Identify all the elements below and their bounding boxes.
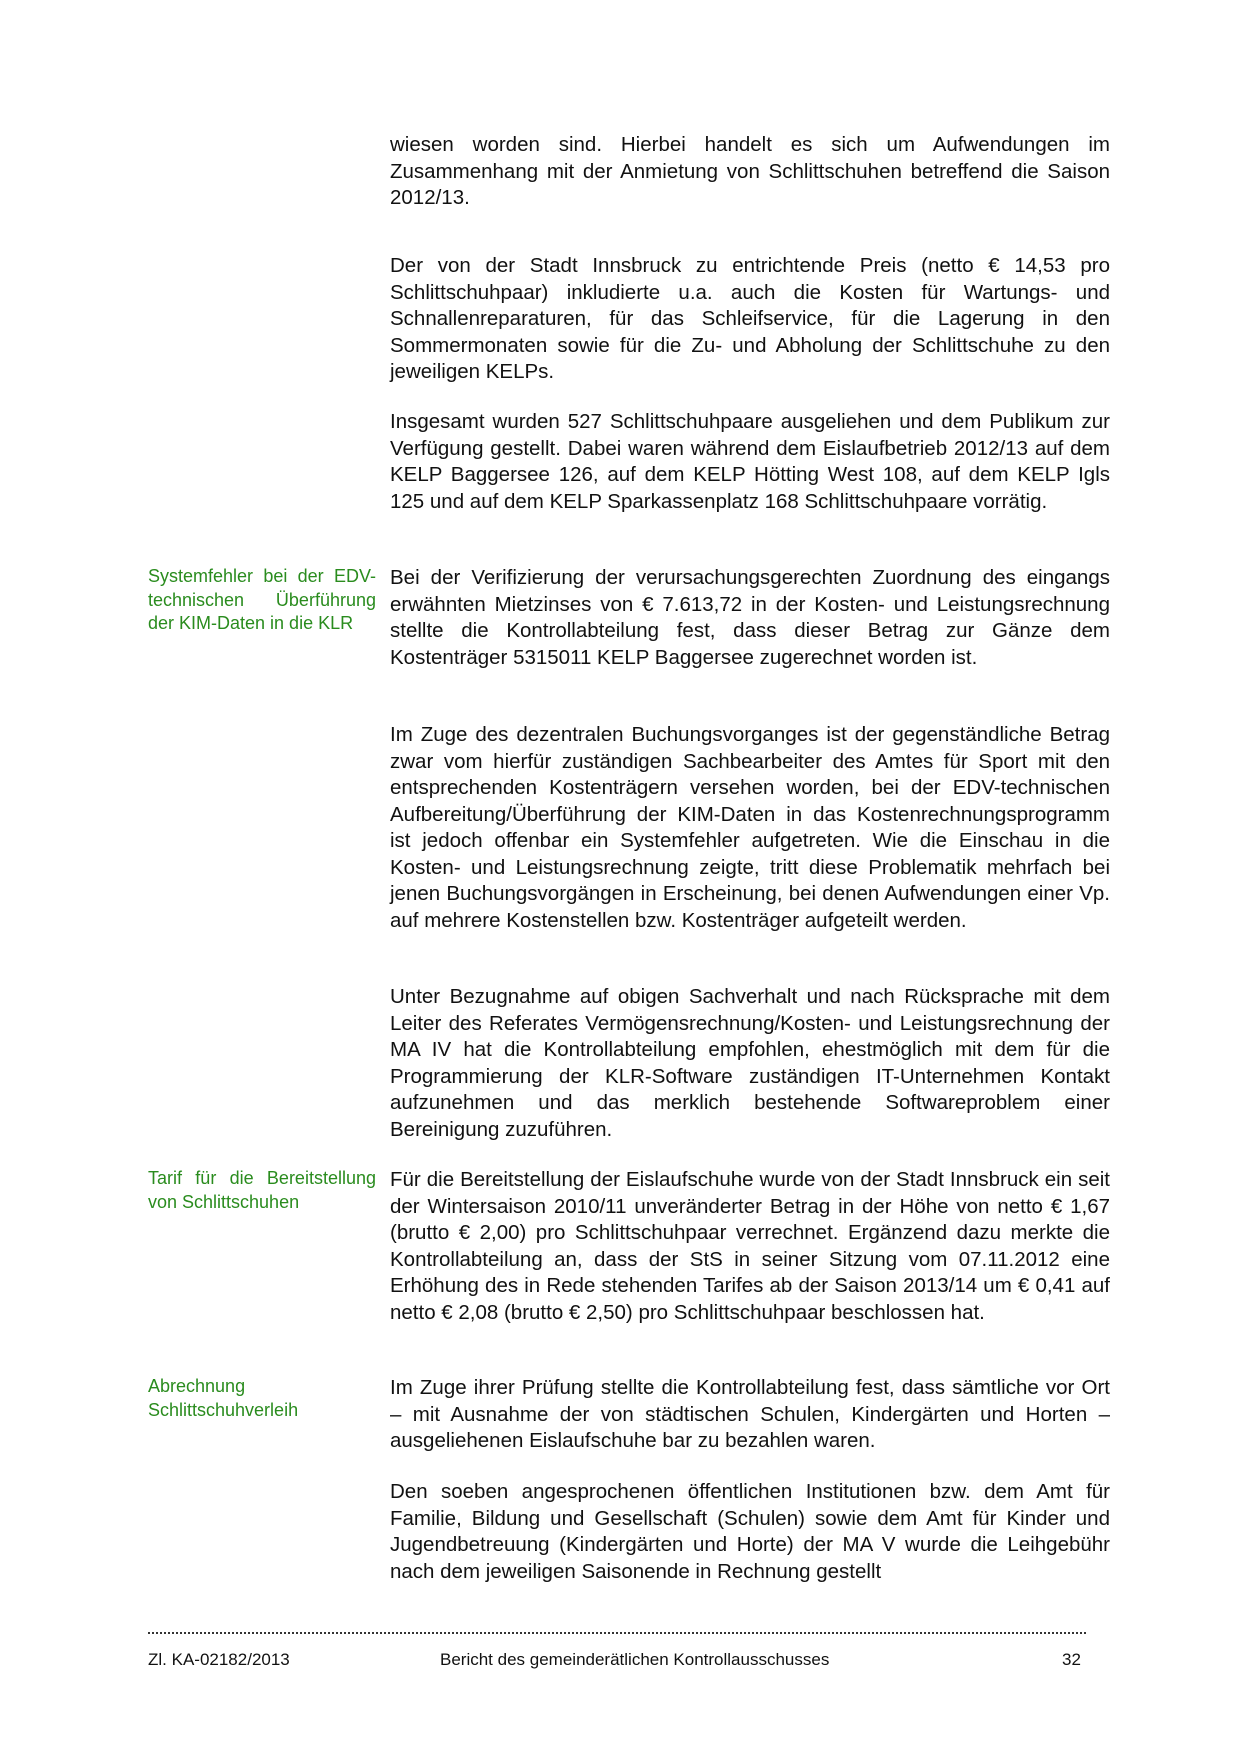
paragraph-verification: Bei der Verifizierung der verursachungsgerechten Zuordnung des eingangs erwähnten Mietzinses von € 7.613,72 in der Kosten- und Leistungsrechnung stellte die Kontrollabteilung fest, dass dieser Betrag zur Gänze dem Kostenträger 5315011 KELP Baggersee zugerechnet worden ist. bbox=[390, 566, 1110, 669]
paragraph-skate-pairs: Insgesamt wurden 527 Schlittschuhpaare ausgeliehen und dem Publikum zur Verfügung gestellt. Dabei waren während dem Eislaufbetrieb 2012/13 auf dem KELP Baggersee 126, auf dem KELP Hötting West 108, auf dem KELP Igls 125 und auf dem KELP Sparkassenplatz 168 Schlittschuhpaare vorrätig. bbox=[390, 410, 1110, 513]
paragraph-system-error: Im Zuge des dezentralen Buchungsvorganges ist der gegenständliche Betrag zwar vom hierfür zuständigen Sachbearbeiter des Amtes für Sport mit den entsprechenden Kostenträgern versehen worden, bei der EDV-technischen Aufbereitung/Überführung der KIM-Daten in das Kostenrechnungsprogramm ist jedoch offenbar ein Systemfehler aufgetreten. Wie die Einschau in die Kosten- und Leistungsrechnung zeigte, tritt diese Problematik mehrfach bei jenen Buchungsvorgängen in Erscheinung, bei denen Aufwendungen einer Vp. auf mehrere Kostenstellen bzw. Kostenträger aufgeteilt werden. bbox=[390, 723, 1110, 932]
paragraph-cash-payment: Im Zuge ihrer Prüfung stellte die Kontrollabteilung fest, dass sämtliche vor Ort – mit Ausnahme der von städtischen Schulen, Kindergärten und Horten –ausgeliehenen Eislaufschuhe bar zu bezahlen waren. bbox=[390, 1376, 1110, 1452]
paragraph-recommendation: Unter Bezugnahme auf obigen Sachverhalt und nach Rücksprache mit dem Leiter des Referates Vermögensrechnung/Kosten- und Leistungsrechnung der MA IV hat die Kontrollabteilung empfohlen, ehestmöglich mit dem für die Programmierung der KLR-Software zuständigen IT-Unternehmen Kontakt aufzunehmen und das merklich bestehende Softwareproblem einer Bereinigung zuzuführen. bbox=[390, 985, 1110, 1141]
footer-title: Bericht des gemeinderätlichen Kontrollausschusses bbox=[440, 1650, 830, 1669]
side-note-billing: Abrechnung Schlittschuhverleih bbox=[148, 1376, 299, 1420]
paragraph-tariff: Für die Bereitstellung der Eislaufschuhe wurde von der Stadt Innsbruck ein seit der Wintersaison 2010/11 unveränderter Betrag in der Höhe von netto € 1,67 (brutto € 2,00) pro Schlittschuhpaar verrechnet. Ergänzend dazu merkte die Kontrollabteilung an, dass der StS in seiner Sitzung vom 07.11.2012 eine Erhöhung des in Rede stehenden Tarifes ab der Saison 2013/14 um € 0,41 auf netto € 2,08 (brutto € 2,50) pro Schlittschuhpaar beschlossen hat. bbox=[390, 1168, 1110, 1324]
footer-reference: Zl. KA-02182/2013 bbox=[148, 1650, 290, 1669]
paragraph-intro: wiesen worden sind. Hierbei handelt es sich um Aufwendungen im Zusammenhang mit der Anmietung von Schlittschuhen betreffend die Saison 2012/13. bbox=[390, 133, 1110, 209]
footer-page-number: 32 bbox=[1062, 1650, 1081, 1669]
paragraph-invoicing: Den soeben angesprochenen öffentlichen Institutionen bzw. dem Amt für Familie, Bildung und Gesellschaft (Schulen) sowie dem Amt für Kinder und Jugendbetreuung (Kindergärten und Horte) der MA V wurde die Leihgebühr nach dem jeweiligen Saisonende in Rechnung gestellt bbox=[390, 1480, 1110, 1583]
footer-divider bbox=[148, 1632, 1086, 1634]
side-note-system-error: Systemfehler bei der EDV-technischen Überführung der KIM-Daten in die KLR bbox=[148, 566, 376, 633]
side-note-tariff: Tarif für die Bereitstellung von Schlittschuhen bbox=[148, 1168, 376, 1212]
paragraph-price: Der von der Stadt Innsbruck zu entrichtende Preis (netto € 14,53 pro Schlittschuhpaar) inkludierte u.a. auch die Kosten für Wartungs- und Schnallenreparaturen, für das Schleifservice, für die Lagerung in den Sommermonaten sowie für die Zu- und Abholung der Schlittschuhe zu den jeweiligen KELPs. bbox=[390, 254, 1110, 383]
